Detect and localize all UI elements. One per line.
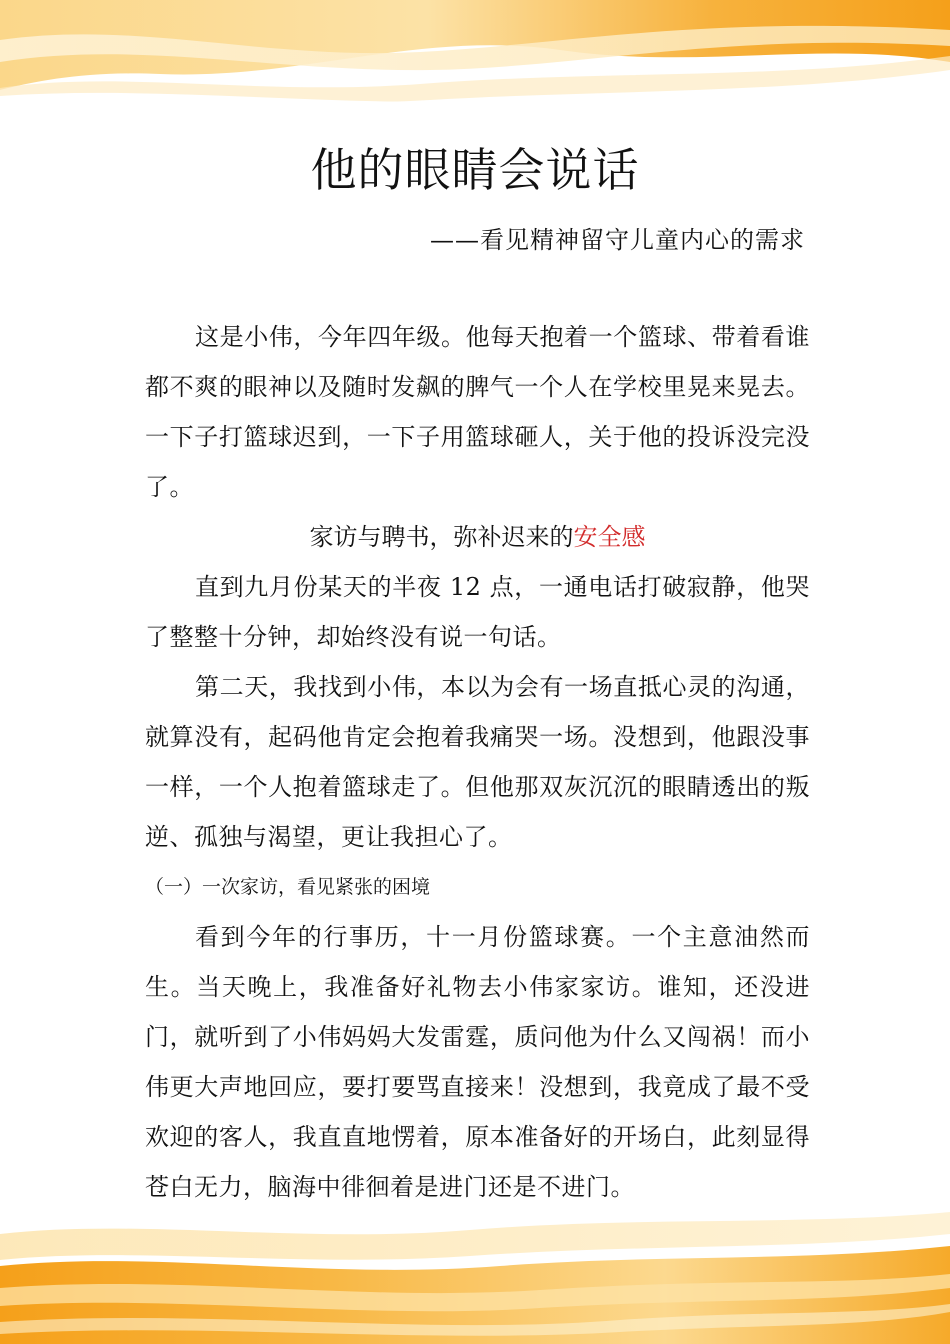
section-heading-text: 家访与聘书，弥补迟来的	[309, 523, 574, 551]
sub-heading-home-visit: （一）一次家访，看见紧张的困境	[145, 876, 431, 898]
paragraph-phone-call: 直到九月份某天的半夜 12 点，一通电话打破寂静，他哭了整整十分钟，却始终没有说一句话。	[145, 573, 810, 651]
section-heading-highlight: 安全感	[573, 523, 646, 551]
document-body	[145, 312, 810, 1212]
bottom-wave-decoration	[0, 1204, 950, 1344]
paragraph-next-day: 第二天，我找到小伟，本以为会有一场直抵心灵的沟通，就算没有，起码他肯定会抱着我痛哭一场。没想到，他跟没事一样，一个人抱着篮球走了。但他那双灰沉沉的眼睛透出的叛逆、孤独与渴望，更让我担心了。	[145, 673, 810, 851]
document-title: 他的眼睛会说话	[310, 143, 640, 197]
section-heading	[145, 512, 810, 562]
paragraph-home-visit: 看到今年的行事历，十一月份篮球赛。一个主意油然而生。当天晚上，我准备好礼物去小伟家家访。谁知，还没进门，就听到了小伟妈妈大发雷霆，质问他为什么又闯祸！而小伟更大声地回应，要打要骂直接来！没想到，我竟成了最不受欢迎的客人，我直直地愣着，原本准备好的开场白，此刻显得苍白无力，脑海中徘徊着是进门还是不进门。	[145, 923, 810, 1201]
paragraph-intro: 这是小伟，今年四年级。他每天抱着一个篮球、带着看谁都不爽的眼神以及随时发飙的脾气一个人在学校里晃来晃去。一下子打篮球迟到，一下子用篮球砸人，关于他的投诉没完没了。	[145, 323, 810, 501]
top-wave-decoration	[0, 0, 950, 130]
document-subtitle: ——看见精神留守儿童内心的需求	[430, 226, 805, 254]
